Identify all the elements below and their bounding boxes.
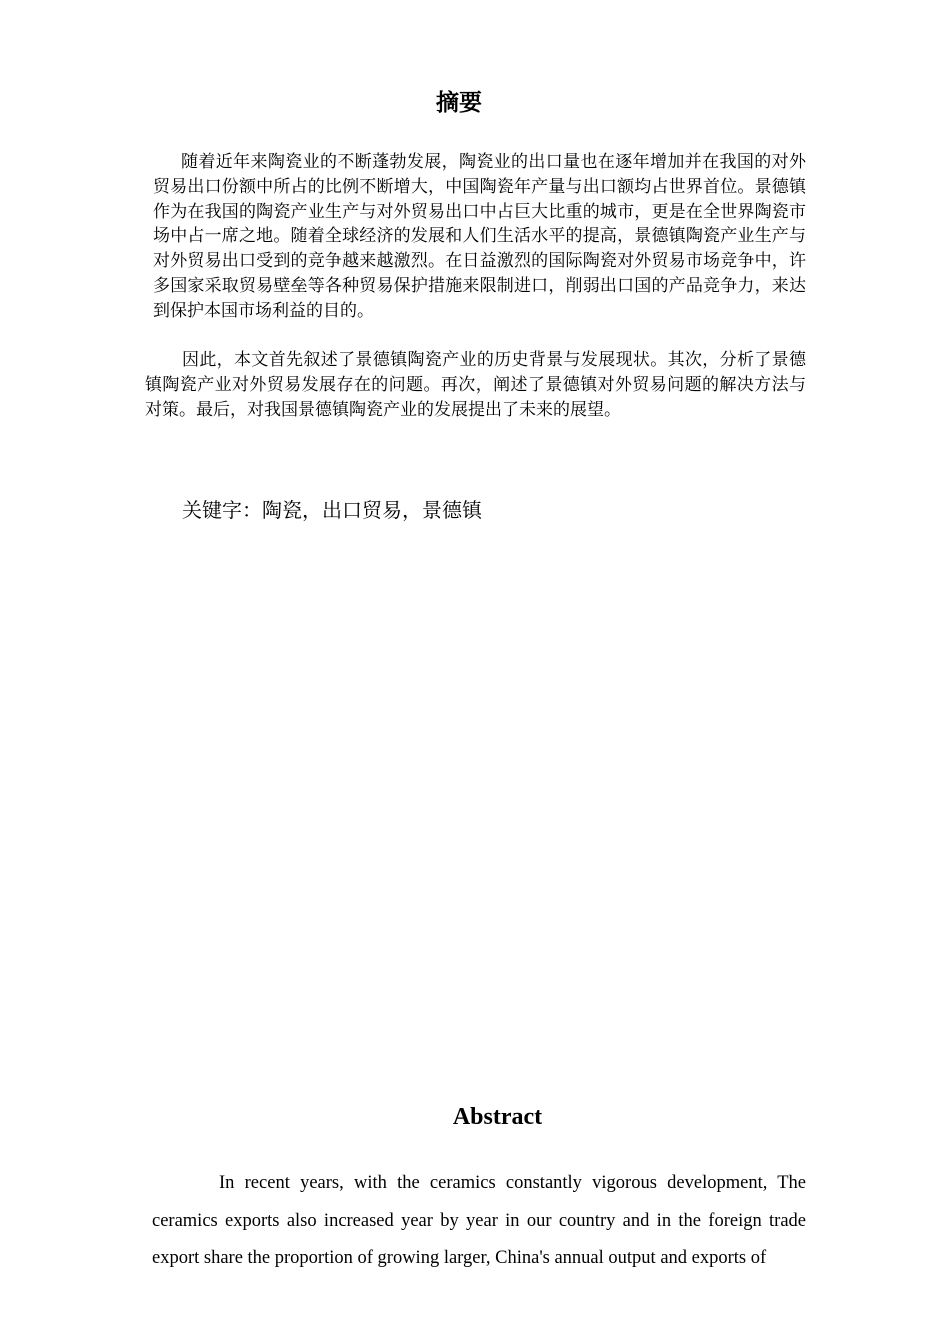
keywords-line xyxy=(182,496,482,525)
keywords-text: 陶瓷，出口贸易，景德镇 xyxy=(262,498,482,522)
chinese-abstract-title: 摘要 xyxy=(436,90,482,116)
english-abstract-title: Abstract xyxy=(452,1104,543,1130)
english-abstract-paragraph: In recent years, with the ceramics constantly vigorous development, The ceramics exports also increased year by year in our country and in the foreign trade export share the proportion of growing larger, China's annual output and exports of xyxy=(152,1173,806,1268)
chinese-abstract-paragraph-2: 因此，本文首先叙述了景德镇陶瓷产业的历史背景与发展现状。其次，分析了景德镇陶瓷产业对外贸易发展存在的问题。再次，阐述了景德镇对外贸易问题的解决方法与对策。最后，对我国景德镇陶瓷产业的发展提出了未来的展望。 xyxy=(145,350,806,420)
chinese-abstract-paragraph-1: 随着近年来陶瓷业的不断蓬勃发展，陶瓷业的出口量也在逐年增加并在我国的对外贸易出口份额中所占的比例不断增大，中国陶瓷年产量与出口额均占世界首位。景德镇作为在我国的陶瓷产业生产与对外贸易出口中占巨大比重的城市，更是在全世界陶瓷市场中占一席之地。随着全球经济的发展和人们生活水平的提高，景德镇陶瓷产业生产与对外贸易出口受到的竞争越来越激烈。在日益激烈的国际陶瓷对外贸易市场竞争中，许多国家采取贸易壁垒等各种贸易保护措施来限制进口，削弱出口国的产品竞争力，来达到保护本国市场利益的目的。 xyxy=(153,152,806,321)
keywords-label: 关键字： xyxy=(182,498,262,522)
